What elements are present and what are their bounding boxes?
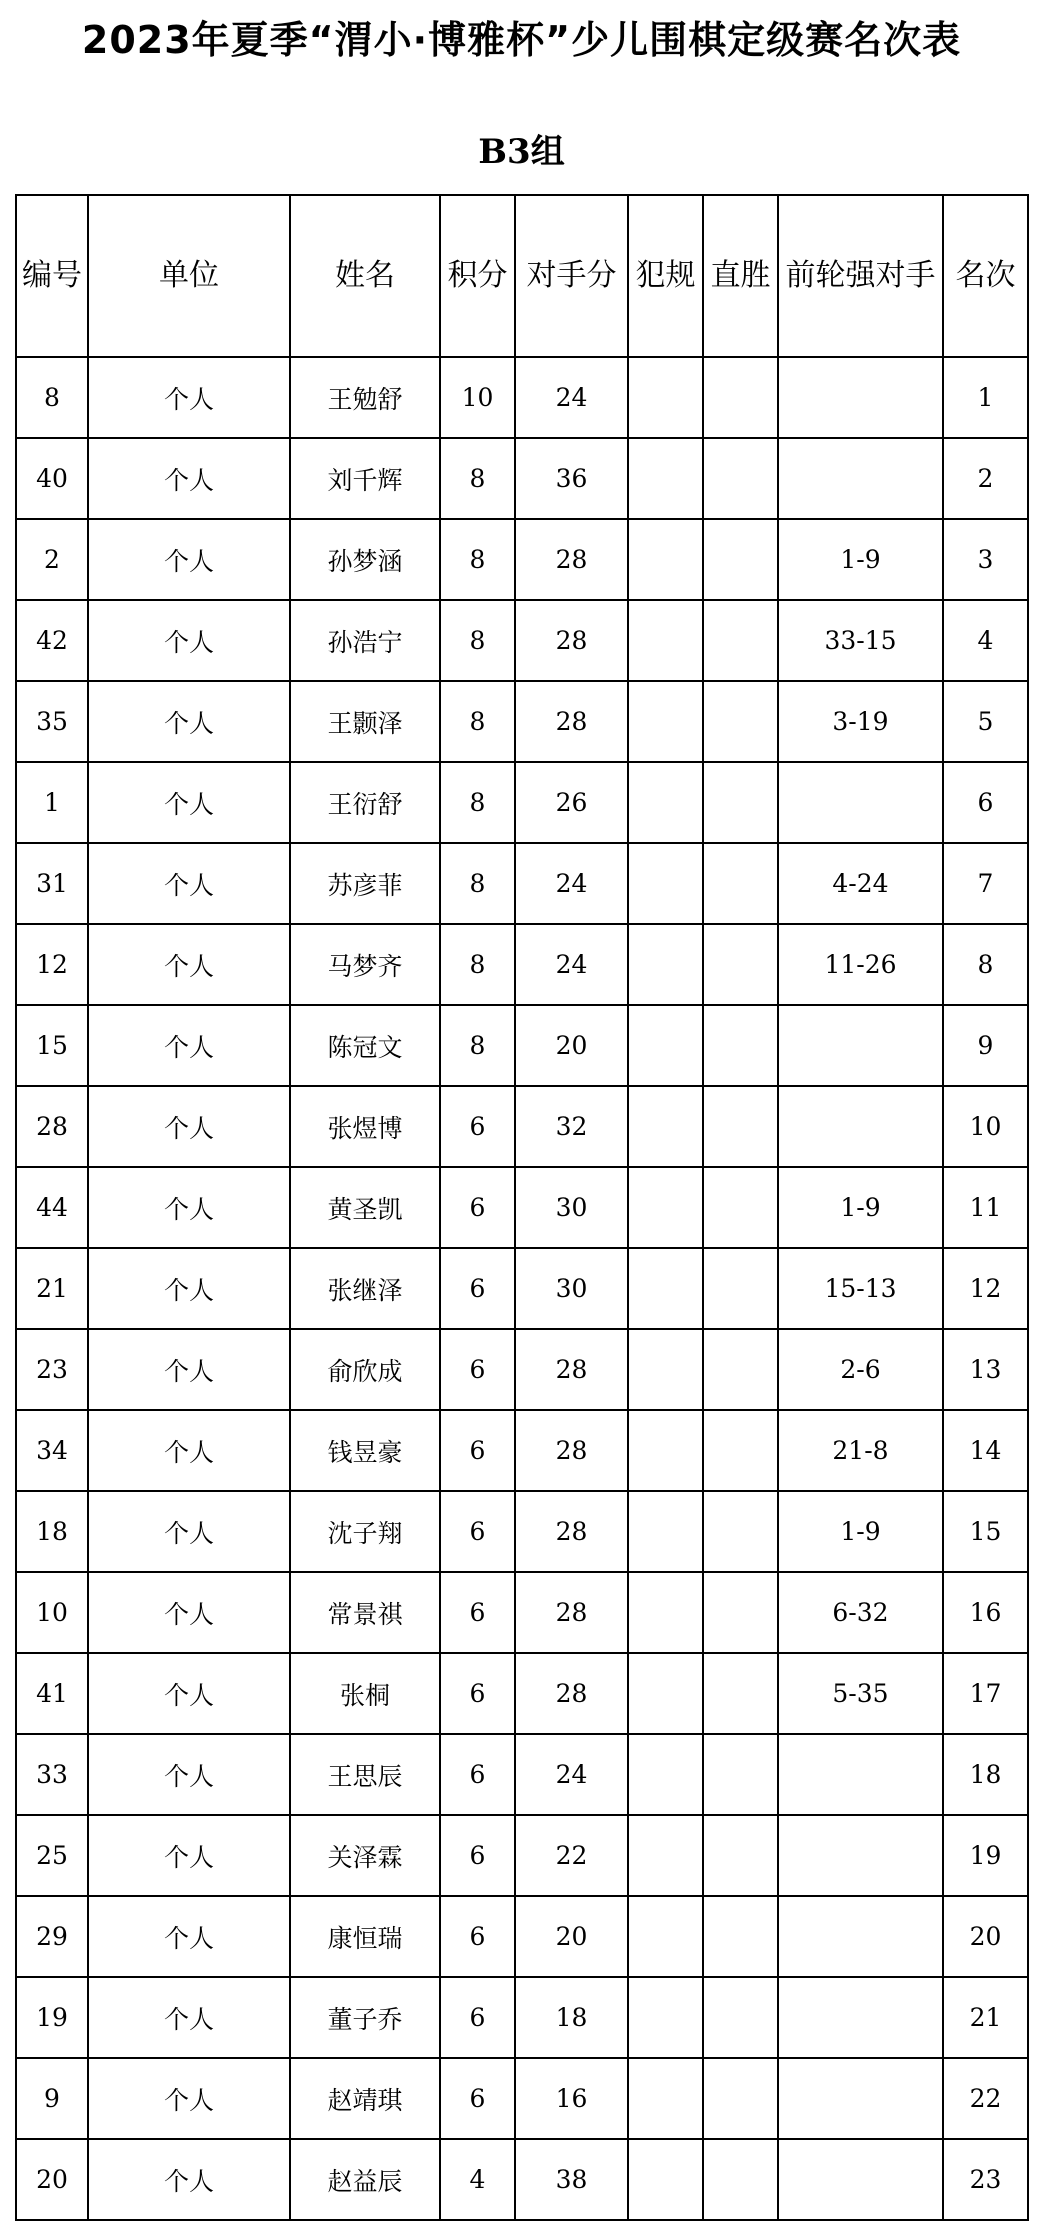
cell-fouls	[628, 681, 703, 762]
cell-direct-win	[703, 1896, 778, 1977]
cell-name: 赵靖琪	[290, 2058, 440, 2139]
cell-fouls	[628, 600, 703, 681]
table-row	[16, 1815, 1028, 1896]
cell-unit: 个人	[88, 1248, 290, 1329]
header-row	[16, 195, 1028, 357]
cell-unit: 个人	[88, 519, 290, 600]
cell-rank: 8	[943, 924, 1028, 1005]
cell-previous-strong-opponent: 5-35	[778, 1653, 943, 1734]
cell-opponent-score: 36	[515, 438, 628, 519]
cell-rank: 9	[943, 1005, 1028, 1086]
cell-id: 18	[16, 1491, 88, 1572]
table-row	[16, 843, 1028, 924]
cell-name: 沈子翔	[290, 1491, 440, 1572]
cell-points: 6	[440, 1167, 515, 1248]
cell-id: 34	[16, 1410, 88, 1491]
cell-direct-win	[703, 1410, 778, 1491]
cell-fouls	[628, 1086, 703, 1167]
cell-direct-win	[703, 357, 778, 438]
cell-previous-strong-opponent: 1-9	[778, 519, 943, 600]
cell-fouls	[628, 1896, 703, 1977]
table-row	[16, 1005, 1028, 1086]
table-row	[16, 924, 1028, 1005]
cell-id: 15	[16, 1005, 88, 1086]
cell-fouls	[628, 1815, 703, 1896]
cell-id: 31	[16, 843, 88, 924]
cell-id: 1	[16, 762, 88, 843]
cell-name: 赵益辰	[290, 2139, 440, 2220]
cell-points: 6	[440, 1086, 515, 1167]
cell-id: 33	[16, 1734, 88, 1815]
cell-direct-win	[703, 1572, 778, 1653]
cell-unit: 个人	[88, 600, 290, 681]
cell-id: 41	[16, 1653, 88, 1734]
cell-direct-win	[703, 2139, 778, 2220]
cell-name: 张继泽	[290, 1248, 440, 1329]
cell-direct-win	[703, 438, 778, 519]
cell-name: 苏彦菲	[290, 843, 440, 924]
cell-unit: 个人	[88, 1167, 290, 1248]
cell-unit: 个人	[88, 2058, 290, 2139]
cell-previous-strong-opponent	[778, 1005, 943, 1086]
cell-fouls	[628, 2058, 703, 2139]
cell-rank: 1	[943, 357, 1028, 438]
table-header	[16, 195, 1028, 357]
cell-id: 12	[16, 924, 88, 1005]
cell-unit: 个人	[88, 1734, 290, 1815]
cell-opponent-score: 28	[515, 1491, 628, 1572]
cell-previous-strong-opponent	[778, 1896, 943, 1977]
cell-opponent-score: 30	[515, 1248, 628, 1329]
cell-points: 8	[440, 843, 515, 924]
cell-points: 6	[440, 1815, 515, 1896]
table-row	[16, 2139, 1028, 2220]
cell-unit: 个人	[88, 924, 290, 1005]
cell-id: 10	[16, 1572, 88, 1653]
table-row	[16, 1896, 1028, 1977]
cell-id: 2	[16, 519, 88, 600]
cell-direct-win	[703, 1977, 778, 2058]
cell-rank: 13	[943, 1329, 1028, 1410]
cell-opponent-score: 26	[515, 762, 628, 843]
cell-id: 20	[16, 2139, 88, 2220]
cell-points: 10	[440, 357, 515, 438]
cell-unit: 个人	[88, 1491, 290, 1572]
cell-direct-win	[703, 1491, 778, 1572]
cell-opponent-score: 28	[515, 1410, 628, 1491]
table-row	[16, 2058, 1028, 2139]
cell-previous-strong-opponent: 15-13	[778, 1248, 943, 1329]
table-row	[16, 1167, 1028, 1248]
cell-points: 8	[440, 924, 515, 1005]
cell-id: 35	[16, 681, 88, 762]
cell-points: 6	[440, 1653, 515, 1734]
cell-points: 8	[440, 438, 515, 519]
cell-previous-strong-opponent: 1-9	[778, 1167, 943, 1248]
cell-fouls	[628, 1329, 703, 1410]
cell-direct-win	[703, 1086, 778, 1167]
cell-id: 42	[16, 600, 88, 681]
cell-fouls	[628, 1167, 703, 1248]
cell-fouls	[628, 924, 703, 1005]
cell-previous-strong-opponent	[778, 1977, 943, 2058]
cell-previous-strong-opponent: 11-26	[778, 924, 943, 1005]
cell-id: 28	[16, 1086, 88, 1167]
cell-previous-strong-opponent: 6-32	[778, 1572, 943, 1653]
cell-rank: 2	[943, 438, 1028, 519]
cell-fouls	[628, 519, 703, 600]
cell-previous-strong-opponent: 4-24	[778, 843, 943, 924]
cell-unit: 个人	[88, 1572, 290, 1653]
cell-id: 19	[16, 1977, 88, 2058]
cell-direct-win	[703, 924, 778, 1005]
cell-name: 康恒瑞	[290, 1896, 440, 1977]
cell-fouls	[628, 1005, 703, 1086]
cell-points: 6	[440, 1572, 515, 1653]
cell-unit: 个人	[88, 1653, 290, 1734]
table-row	[16, 519, 1028, 600]
cell-direct-win	[703, 843, 778, 924]
cell-rank: 14	[943, 1410, 1028, 1491]
cell-opponent-score: 18	[515, 1977, 628, 2058]
cell-opponent-score: 24	[515, 924, 628, 1005]
table-row	[16, 1977, 1028, 2058]
cell-points: 6	[440, 1491, 515, 1572]
cell-unit: 个人	[88, 1410, 290, 1491]
cell-name: 董子乔	[290, 1977, 440, 2058]
header-rank: 名次	[943, 195, 1028, 357]
cell-name: 张桐	[290, 1653, 440, 1734]
cell-unit: 个人	[88, 2139, 290, 2220]
cell-unit: 个人	[88, 1086, 290, 1167]
page-title: 2023年夏季“渭小·博雅杯”少儿围棋定级赛名次表	[81, 18, 962, 62]
cell-previous-strong-opponent: 33-15	[778, 600, 943, 681]
cell-rank: 7	[943, 843, 1028, 924]
header-name: 姓名	[290, 195, 440, 357]
cell-unit: 个人	[88, 438, 290, 519]
cell-direct-win	[703, 1248, 778, 1329]
cell-unit: 个人	[88, 1977, 290, 2058]
header-previous-strong-opponent: 前轮强对手	[778, 195, 943, 357]
cell-rank: 23	[943, 2139, 1028, 2220]
cell-previous-strong-opponent	[778, 438, 943, 519]
cell-fouls	[628, 1248, 703, 1329]
cell-rank: 4	[943, 600, 1028, 681]
cell-name: 俞欣成	[290, 1329, 440, 1410]
cell-points: 6	[440, 2058, 515, 2139]
cell-direct-win	[703, 600, 778, 681]
cell-previous-strong-opponent	[778, 1734, 943, 1815]
cell-name: 黄圣凯	[290, 1167, 440, 1248]
cell-opponent-score: 24	[515, 357, 628, 438]
table-row	[16, 1329, 1028, 1410]
cell-opponent-score: 24	[515, 1734, 628, 1815]
cell-points: 6	[440, 1896, 515, 1977]
cell-name: 王思辰	[290, 1734, 440, 1815]
cell-previous-strong-opponent: 1-9	[778, 1491, 943, 1572]
cell-rank: 22	[943, 2058, 1028, 2139]
table-row	[16, 1086, 1028, 1167]
cell-rank: 18	[943, 1734, 1028, 1815]
table-row	[16, 1653, 1028, 1734]
cell-name: 王勉舒	[290, 357, 440, 438]
cell-unit: 个人	[88, 843, 290, 924]
cell-name: 王颢泽	[290, 681, 440, 762]
cell-opponent-score: 38	[515, 2139, 628, 2220]
cell-opponent-score: 28	[515, 1653, 628, 1734]
cell-direct-win	[703, 1815, 778, 1896]
cell-direct-win	[703, 762, 778, 843]
cell-previous-strong-opponent	[778, 1815, 943, 1896]
cell-unit: 个人	[88, 1815, 290, 1896]
cell-fouls	[628, 762, 703, 843]
cell-rank: 20	[943, 1896, 1028, 1977]
cell-fouls	[628, 438, 703, 519]
cell-direct-win	[703, 1329, 778, 1410]
cell-direct-win	[703, 519, 778, 600]
table-row	[16, 600, 1028, 681]
cell-opponent-score: 28	[515, 1329, 628, 1410]
cell-rank: 21	[943, 1977, 1028, 2058]
cell-id: 21	[16, 1248, 88, 1329]
cell-previous-strong-opponent	[778, 2058, 943, 2139]
cell-fouls	[628, 1410, 703, 1491]
cell-previous-strong-opponent: 21-8	[778, 1410, 943, 1491]
cell-name: 关泽霖	[290, 1815, 440, 1896]
cell-opponent-score: 22	[515, 1815, 628, 1896]
cell-fouls	[628, 843, 703, 924]
cell-previous-strong-opponent: 2-6	[778, 1329, 943, 1410]
cell-unit: 个人	[88, 1896, 290, 1977]
cell-direct-win	[703, 1734, 778, 1815]
cell-unit: 个人	[88, 1329, 290, 1410]
cell-fouls	[628, 1653, 703, 1734]
cell-unit: 个人	[88, 681, 290, 762]
cell-opponent-score: 28	[515, 1572, 628, 1653]
cell-id: 8	[16, 357, 88, 438]
header-opponent-score: 对手分	[515, 195, 628, 357]
cell-points: 8	[440, 600, 515, 681]
header-direct-win: 直胜	[703, 195, 778, 357]
cell-name: 王衍舒	[290, 762, 440, 843]
cell-rank: 16	[943, 1572, 1028, 1653]
table-row	[16, 438, 1028, 519]
cell-direct-win	[703, 1653, 778, 1734]
cell-rank: 3	[943, 519, 1028, 600]
cell-points: 6	[440, 1410, 515, 1491]
table-row	[16, 762, 1028, 843]
ranking-table	[15, 194, 1029, 2221]
cell-rank: 15	[943, 1491, 1028, 1572]
cell-points: 8	[440, 762, 515, 843]
header-unit: 单位	[88, 195, 290, 357]
cell-name: 张煜博	[290, 1086, 440, 1167]
cell-previous-strong-opponent	[778, 762, 943, 843]
cell-id: 9	[16, 2058, 88, 2139]
group-title: B3组	[478, 132, 565, 172]
cell-direct-win	[703, 1167, 778, 1248]
table-row	[16, 1248, 1028, 1329]
cell-direct-win	[703, 1005, 778, 1086]
cell-id: 25	[16, 1815, 88, 1896]
cell-direct-win	[703, 681, 778, 762]
cell-id: 40	[16, 438, 88, 519]
cell-unit: 个人	[88, 1005, 290, 1086]
cell-rank: 17	[943, 1653, 1028, 1734]
cell-opponent-score: 20	[515, 1005, 628, 1086]
cell-unit: 个人	[88, 357, 290, 438]
cell-name: 刘千辉	[290, 438, 440, 519]
cell-rank: 5	[943, 681, 1028, 762]
cell-rank: 12	[943, 1248, 1028, 1329]
cell-opponent-score: 16	[515, 2058, 628, 2139]
cell-unit: 个人	[88, 762, 290, 843]
cell-fouls	[628, 1734, 703, 1815]
cell-name: 孙浩宁	[290, 600, 440, 681]
cell-id: 44	[16, 1167, 88, 1248]
cell-points: 6	[440, 1734, 515, 1815]
cell-points: 6	[440, 1329, 515, 1410]
cell-opponent-score: 24	[515, 843, 628, 924]
cell-rank: 10	[943, 1086, 1028, 1167]
table-row	[16, 357, 1028, 438]
cell-points: 8	[440, 681, 515, 762]
table-row	[16, 1734, 1028, 1815]
cell-id: 23	[16, 1329, 88, 1410]
cell-previous-strong-opponent	[778, 1086, 943, 1167]
cell-opponent-score: 20	[515, 1896, 628, 1977]
cell-name: 孙梦涵	[290, 519, 440, 600]
cell-fouls	[628, 1572, 703, 1653]
cell-previous-strong-opponent	[778, 2139, 943, 2220]
cell-fouls	[628, 2139, 703, 2220]
cell-direct-win	[703, 2058, 778, 2139]
cell-opponent-score: 28	[515, 600, 628, 681]
header-fouls: 犯规	[628, 195, 703, 357]
cell-fouls	[628, 1977, 703, 2058]
table-row	[16, 681, 1028, 762]
cell-points: 8	[440, 519, 515, 600]
cell-name: 马梦齐	[290, 924, 440, 1005]
cell-id: 29	[16, 1896, 88, 1977]
header-points: 积分	[440, 195, 515, 357]
table-row	[16, 1410, 1028, 1491]
cell-points: 4	[440, 2139, 515, 2220]
cell-name: 常景祺	[290, 1572, 440, 1653]
cell-points: 6	[440, 1977, 515, 2058]
cell-opponent-score: 28	[515, 519, 628, 600]
cell-opponent-score: 28	[515, 681, 628, 762]
cell-points: 8	[440, 1005, 515, 1086]
cell-fouls	[628, 1491, 703, 1572]
header-id: 编号	[16, 195, 88, 357]
cell-fouls	[628, 357, 703, 438]
cell-rank: 19	[943, 1815, 1028, 1896]
table-body	[16, 357, 1028, 2220]
cell-name: 陈冠文	[290, 1005, 440, 1086]
cell-points: 6	[440, 1248, 515, 1329]
table-row	[16, 1572, 1028, 1653]
cell-rank: 11	[943, 1167, 1028, 1248]
cell-rank: 6	[943, 762, 1028, 843]
table-row	[16, 1491, 1028, 1572]
cell-opponent-score: 32	[515, 1086, 628, 1167]
cell-previous-strong-opponent: 3-19	[778, 681, 943, 762]
cell-name: 钱昱豪	[290, 1410, 440, 1491]
cell-opponent-score: 30	[515, 1167, 628, 1248]
cell-previous-strong-opponent	[778, 357, 943, 438]
